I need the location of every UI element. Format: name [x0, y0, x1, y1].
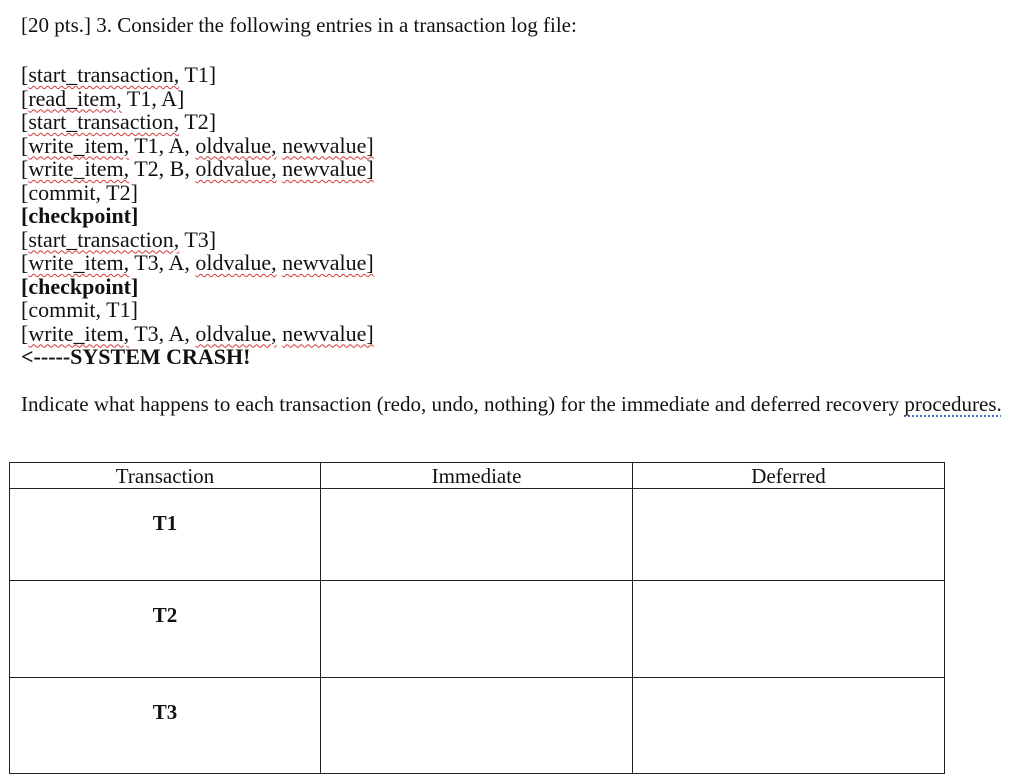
table-row	[10, 489, 945, 581]
log-token-flagged: start_transaction,	[28, 226, 180, 252]
log-entry	[21, 322, 374, 346]
table-header-row	[10, 463, 945, 489]
log-token: T1]	[179, 62, 217, 87]
log-token-flagged: newvalue]	[282, 156, 374, 181]
header-deferred: Deferred	[633, 463, 945, 489]
log-token-flagged: write_item,	[28, 250, 130, 275]
log-token: T1, A]	[121, 85, 185, 111]
transaction-cell: T3	[10, 678, 321, 774]
log-entry	[21, 228, 374, 252]
log-token-flagged: write_item,	[28, 156, 130, 181]
transaction-log	[21, 63, 374, 369]
log-token: [	[21, 85, 29, 111]
log-entry	[21, 204, 374, 228]
instruction-text	[21, 392, 1011, 416]
deferred-cell[interactable]	[633, 581, 945, 678]
log-token: [	[21, 320, 29, 346]
table-row	[10, 678, 945, 774]
instruction-main: Indicate what happens to each transaction (redo, undo, nothing) for the immediate and deferred recovery	[21, 392, 905, 416]
log-entry	[21, 298, 374, 322]
log-token: [	[21, 132, 29, 158]
recovery-table	[9, 462, 945, 774]
log-entry	[21, 275, 374, 299]
log-token: [checkpoint]	[21, 203, 139, 228]
log-entry	[21, 134, 374, 158]
log-token-flagged: read_item,	[28, 85, 122, 111]
log-token: T2]	[179, 109, 217, 134]
log-token: T2, B,	[129, 156, 196, 181]
log-token: T3]	[179, 226, 217, 252]
log-token-flagged: write_item,	[28, 320, 130, 346]
log-entry	[21, 251, 374, 275]
log-token: [	[21, 156, 29, 181]
log-token-flagged: start_transaction,	[28, 62, 180, 87]
transaction-cell: T1	[10, 489, 321, 581]
log-token: [commit, T1]	[21, 297, 138, 322]
log-entry	[21, 345, 374, 369]
instruction-tail: procedures.	[904, 392, 1002, 416]
log-token-flagged: newvalue]	[282, 320, 374, 346]
log-token: <-----SYSTEM CRASH!	[21, 344, 251, 369]
log-entry	[21, 157, 374, 181]
log-token: [	[21, 62, 29, 87]
log-token-flagged: newvalue]	[282, 250, 374, 275]
deferred-cell[interactable]	[633, 678, 945, 774]
log-token: T3, A,	[129, 320, 196, 346]
table-row	[10, 581, 945, 678]
transaction-cell: T2	[10, 581, 321, 678]
log-token-flagged: write_item,	[28, 132, 130, 158]
immediate-cell[interactable]	[321, 678, 633, 774]
log-token: [	[21, 226, 29, 252]
log-entry	[21, 110, 374, 134]
log-token-flagged: newvalue]	[282, 132, 374, 158]
header-immediate: Immediate	[321, 463, 633, 489]
log-token-flagged: oldvalue,	[195, 320, 277, 346]
log-token: [checkpoint]	[21, 273, 139, 299]
immediate-cell[interactable]	[321, 489, 633, 581]
log-token: T1, A,	[129, 132, 196, 158]
log-token: [	[21, 250, 29, 275]
log-token-flagged: start_transaction,	[28, 109, 180, 134]
deferred-cell[interactable]	[633, 489, 945, 581]
immediate-cell[interactable]	[321, 581, 633, 678]
log-token: [	[21, 109, 29, 134]
log-token-flagged: oldvalue,	[195, 132, 277, 158]
log-token: [commit, T2]	[21, 179, 138, 205]
log-entry	[21, 63, 374, 87]
log-entry	[21, 87, 374, 111]
log-token: T3, A,	[129, 250, 196, 275]
log-token-flagged: oldvalue,	[195, 250, 277, 275]
question-header: [20 pts.] 3. Consider the following entries in a transaction log file:	[21, 13, 577, 37]
log-entry	[21, 181, 374, 205]
log-token-flagged: oldvalue,	[195, 156, 277, 181]
header-transaction: Transaction	[10, 463, 321, 489]
